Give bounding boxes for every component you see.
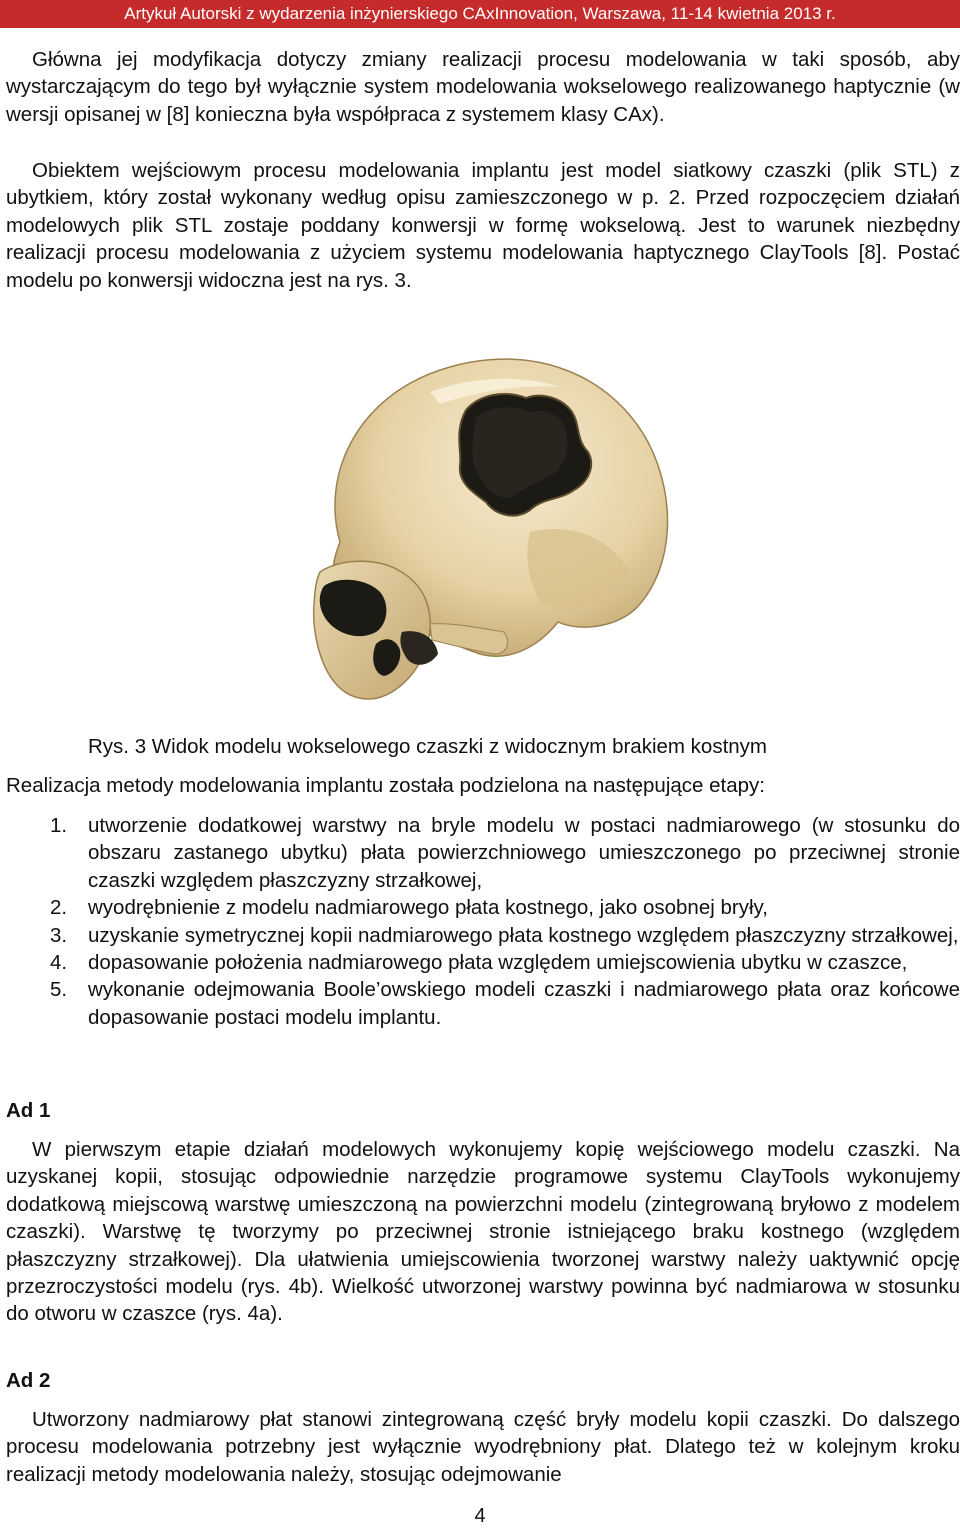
skull-voxel-model-figure <box>280 332 700 712</box>
list-item-text: utworzenie dodatkowej warstwy na bryle modelu w postaci nadmiarowego (w stosunku do obszaru zastanego ubytku) płata powierzchniowego umieszczonego po przeciwnej stronie czaszki względem płaszczyzny strzałkowej, <box>88 814 960 892</box>
list-item <box>50 922 960 949</box>
list-item <box>50 976 960 1031</box>
section-heading-ad2: Ad 2 <box>6 1369 51 1392</box>
stages-intro: Realizacja metody modelowania implantu została podzielona na następujące etapy: <box>6 774 765 797</box>
section-heading-ad1: Ad 1 <box>6 1099 51 1122</box>
list-item-text: dopasowanie położenia nadmiarowego płata względem umiejscowienia ubytku w czaszce, <box>88 951 908 975</box>
list-item-number: 3. <box>50 923 68 947</box>
article-header-text: Artykuł Autorski z wydarzenia inżynierskiego CAxInnovation, Warszawa, 11-14 kwietnia 2013 r. <box>124 4 836 23</box>
paragraph-modification <box>6 46 960 128</box>
list-item-number: 2. <box>50 896 68 920</box>
page-number: 4 <box>474 1505 486 1527</box>
paragraph-ad2 <box>6 1406 960 1488</box>
paragraph-ad1 <box>6 1136 960 1328</box>
paragraph-modification-text: Główna jej modyfikacja dotyczy zmiany realizacji procesu modelowania w taki sposób, aby wystarczającym do tego był wyłącznie system modelowania wokselowego realizowanego haptycznie (w wersji opisanej w [8] konieczna była współpraca z systemem klasy CAx). <box>6 48 960 126</box>
stages-list <box>50 812 960 1031</box>
paragraph-input-object-text: Obiektem wejściowym procesu modelowania implantu jest model siatkowy czaszki (plik STL) z ubytkiem, który został wykonany według opisu zamieszczonego w p. 2. Przed rozpoczęciem działań modelowych plik STL zostaje poddany konwersji w formę wokselową. Jest to warunek niezbędny realizacji procesu modelowania z użyciem systemu modelowania haptycznego ClayTools [8]. Postać modelu po konwersji widoczna jest na rys. 3. <box>6 159 960 292</box>
list-item-number: 4. <box>50 951 68 975</box>
list-item-number: 1. <box>50 814 68 837</box>
list-item-text: uzyskanie symetrycznej kopii nadmiarowego płata kostnego względem płaszczyzny strzałkowej, <box>88 923 959 947</box>
list-item <box>50 894 960 921</box>
list-item-number: 5. <box>50 978 68 1002</box>
figure-caption: Rys. 3 Widok modelu wokselowego czaszki z widocznym brakiem kostnym <box>88 735 768 758</box>
list-item-text: wykonanie odejmowania Boole’owskiego modeli czaszki i nadmiarowego płata oraz końcowe dopasowanie postaci modelu implantu. <box>88 978 960 1029</box>
skull-voxel-model-image <box>280 332 700 712</box>
list-item-text: wyodrębnienie z modelu nadmiarowego płata kostnego, jako osobnej bryły, <box>88 896 768 920</box>
list-item <box>50 949 960 976</box>
paragraph-ad1-text: W pierwszym etapie działań modelowych wykonujemy kopię wejściowego modelu czaszki. Na uzyskanej kopii, stosując odpowiednie narzędzie programowe systemu ClayTools wykonujemy dodatkową miejscową warstwę umieszczoną na powierzchni modelu (zintegrowaną bryłowo z modelem czaszki). Warstwę tę tworzymy po przeciwnej stronie istniejącego braku kostnego (względem płaszczyzny strzałkowej). Dla ułatwienia umiejscowienia tworzonej warstwy należy uaktywnić opcję przezroczystości modelu (rys. 4b). Wielkość utworzonej warstwy powinna być nadmiarowa w stosunku do otworu w czaszce (rys. 4a). <box>6 1138 960 1326</box>
paragraph-ad2-text: Utworzony nadmiarowy płat stanowi zintegrowaną część bryły modelu kopii czaszki. Do dalszego procesu modelowania potrzebny jest wyłącznie wyodrębniony płat. Dlatego też w kolejnym kroku realizacji metody modelowania należy, stosując odejmowanie <box>6 1408 960 1486</box>
list-item <box>50 812 960 894</box>
article-header-banner <box>0 0 960 28</box>
paragraph-input-object <box>6 157 960 294</box>
